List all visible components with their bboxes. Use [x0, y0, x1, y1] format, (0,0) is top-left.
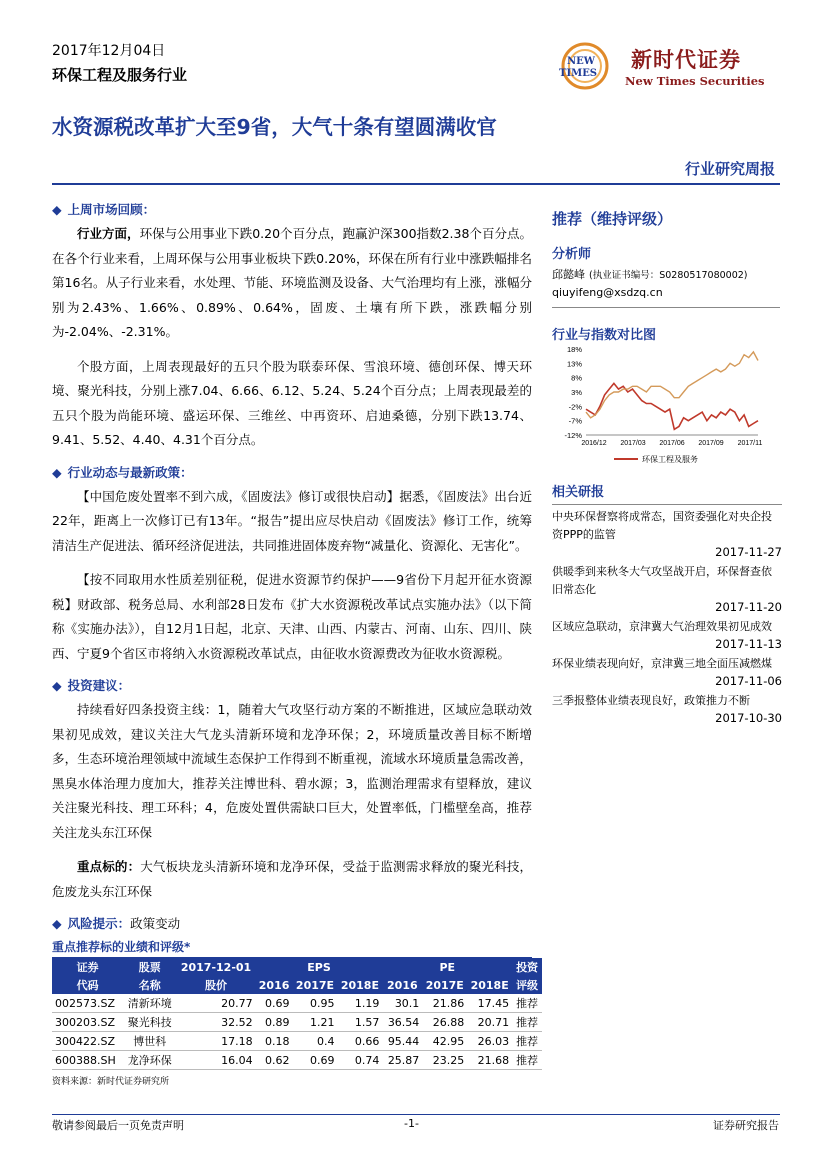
legend-label: 环保工程及服务: [642, 455, 698, 464]
sidebar: [552, 208, 782, 726]
table-title: 重点推荐标的业绩和评级*: [52, 938, 532, 958]
x-tick-label: 2017/06: [659, 440, 685, 447]
table-row: 600388.SH 龙净环保 16.04 0.62 0.69 0.74 25.87 23.25 21.68 推荐: [52, 1051, 542, 1070]
y-tick-label: 8%: [571, 373, 582, 383]
related-report-date: 2017-10-30: [715, 711, 782, 725]
comparison-chart: [552, 343, 780, 467]
footer-divider: [52, 1114, 780, 1115]
svg-text:NEW: NEW: [567, 56, 595, 67]
recommendation-table: 证券 股票 2017-12-01 EPS PE 投资 代码 名称 股价 2016 2017E 2018E 2016 2017E 2018E 评级 002573.SZ 清新环境 20.77 0.69 0.95 1.19 30.1 21.86 17.45 推荐 300203.SZ 聚光科技 32.52 0.89 1.21 1.57 36.54 26.88 20.71 推荐 300422.SZ 博世科 17.18 0.18 0.4 0.66 95.44 42.95 26.03 推荐 600388.SH 龙净环保 16.04 0.62 0.69 0.74 25.87 23.25 21.68 推荐: [52, 958, 542, 1070]
related-list: [552, 508, 782, 726]
related-report[interactable]: [552, 618, 782, 652]
industry-label: 环保工程及服务行业: [52, 66, 188, 84]
analyst-name: 邱懿峰 (执业证书编号：S0280517080002): [552, 268, 748, 281]
analyst-email[interactable]: qiuyifeng@xsdzq.cn: [552, 286, 663, 299]
x-tick-label: 2017/11: [737, 440, 763, 447]
diamond-icon: ◆: [52, 916, 62, 931]
series-line: [586, 383, 758, 429]
table-row: 300422.SZ 博世科 17.18 0.18 0.4 0.66 95.44 42.95 26.03 推荐: [52, 1032, 542, 1051]
report-date: 2017年12月04日: [52, 43, 166, 59]
related-report-date: 2017-11-27: [715, 545, 782, 559]
related-report-title[interactable]: 环保业绩表现向好，京津冀三地全面压减燃煤: [552, 657, 772, 670]
y-tick-label: -12%: [564, 431, 582, 440]
related-report-title[interactable]: 区域应急联动，京津冀大气治理效果初见成效: [552, 620, 772, 633]
x-tick-label: 2016/12: [581, 440, 607, 447]
market-stock-paragraph: 个股方面，上周表现最好的五只个股为联泰环保、雪浪环境、德创环保、博天环境、聚光科技，分别上涨7.04、6.66、6.12、5.24、5.24个百分点；上周表现最差的五只个股为尚能环境、盛运环保、三维丝、中再资环、启迪桑德，分别下跌13.74、9.41、5.52、4.40、4.31个百分点。: [52, 358, 532, 447]
section-heading-risk: ◆ 风险提示：政策变动: [52, 916, 181, 931]
market-industry-paragraph: 行业方面，环保与公用事业下跌0.20个百分点，跑赢沪深300指数2.38个百分点。在各个行业来看，上周环保与公用事业板块下跌0.20%，环保在所有行业中涨跌幅排名第16名。从子行业来看，水处理、节能、环境监测及设备、大气治理均有上涨，涨幅分别为2.43%、1.66%、0.89%、0.64%，固废、土壤有所下跌，涨跌幅分别为-2.04%、-2.31%。: [52, 226, 532, 339]
related-report-title[interactable]: 中央环保督察将成常态，国资委强化对央企投资PPP的监管: [552, 510, 772, 541]
analyst-heading: 分析师: [552, 247, 592, 262]
diamond-icon: ◆: [52, 678, 62, 693]
logo-text-cn: 新时代证券: [631, 47, 741, 72]
header-divider: [52, 183, 780, 185]
rating-label: 推荐（维持评级）: [552, 210, 673, 228]
logo-mark-icon: [553, 40, 623, 92]
related-report-title[interactable]: 供暖季到来秋冬大气攻坚战开启，环保督查依旧常态化: [552, 565, 772, 596]
related-report-date: 2017-11-06: [715, 674, 782, 688]
key-targets-paragraph: 重点标的：大气板块龙头清新环境和龙净环保，受益于监测需求释放的聚光科技，危废龙头东江环保: [52, 859, 532, 899]
related-report[interactable]: [552, 563, 782, 615]
logo: [553, 40, 783, 92]
related-report[interactable]: [552, 692, 782, 726]
logo-text-en: New Times Securities: [625, 74, 765, 88]
y-tick-label: 3%: [571, 388, 582, 397]
related-report-date: 2017-11-13: [715, 637, 782, 651]
chart-title: 行业与指数对比图: [552, 328, 657, 343]
section-heading-advice: ◆ 投资建议：: [52, 678, 131, 693]
y-tick-label: -2%: [568, 402, 582, 412]
y-tick-label: -7%: [568, 416, 582, 426]
policy-paragraph-1: 【中国危废处置率不到六成，《固废法》修订或很快启动】据悉，《固废法》出台近22年，距离上一次修订已有13年。“报告”提出应尽快启动《固废法》修订工作，统筹清洁生产促进法、循环经济促进法，共同推进固体废弃物“减量化、资源化、无害化”。: [52, 488, 532, 553]
x-tick-label: 2017/09: [698, 440, 724, 447]
page-title: 水资源税改革扩大至9省，大气十条有望圆满收官: [52, 115, 497, 139]
related-report-date: 2017-11-20: [715, 600, 782, 614]
diamond-icon: ◆: [52, 202, 62, 217]
footer-disclaimer: 敬请参阅最后一页免责声明: [52, 1119, 184, 1132]
svg-text:TIMES: TIMES: [559, 68, 598, 79]
x-tick-label: 2017/03: [620, 440, 646, 447]
y-tick-label: 13%: [566, 359, 582, 369]
advice-paragraph: 持续看好四条投资主线：1，随着大气攻坚行动方案的不断推进，区域应急联动效果初见成效，建议关注大气龙头清新环境和龙净环保；2，环境质量改善目标不断增多，生态环境治理领域中流域生态保护工作得到不断重视，流域水环境质量急需改善，黑臭水体治理力度加大，推荐关注博世科、碧水源；3，监测治理需求有望释放，建议关注聚光科技、理工环科；4，危废处置供需缺口巨大，处置率低，门槛壁垒高，推荐关注龙头东江环保: [52, 702, 532, 840]
main-column: [52, 200, 539, 1087]
related-heading: 相关研报: [552, 481, 782, 505]
table-row: 300203.SZ 聚光科技 32.52 0.89 1.21 1.57 36.54 26.88 20.71 推荐: [52, 1013, 542, 1032]
diamond-icon: ◆: [52, 464, 62, 480]
footer-report-type: 证券研究报告: [713, 1119, 779, 1132]
report-type: 行业研究周报: [684, 160, 775, 178]
related-report[interactable]: [552, 655, 782, 689]
table-row: 002573.SZ 清新环境 20.77 0.69 0.95 1.19 30.1 21.86 17.45 推荐: [52, 994, 542, 1013]
page-number: -1-: [404, 1117, 419, 1130]
table-source: 资料来源：新时代证券研究所: [52, 1077, 170, 1087]
policy-paragraph-2: 【按不同取用水性质差别征税，促进水资源节约保护——9省份下月起开征水资源税】财政部、税务总局、水利部28日发布《扩大水资源税改革试点实施办法》（以下简称《实施办法》），自12月1日起，北京、天津、山西、内蒙古、河南、山东、四川、陕西、宁夏9个省区市将纳入水资源税改革试点，由征收水资源费改为征收水资源税。: [52, 572, 532, 661]
y-tick-label: 18%: [566, 345, 582, 354]
chart-divider: [552, 307, 780, 308]
related-report-title[interactable]: 三季报整体业绩表现良好，政策推力不断: [552, 694, 750, 707]
section-heading-market: ◆ 上周市场回顾：: [52, 202, 156, 217]
related-report[interactable]: [552, 508, 782, 560]
section-heading-policy: ◆ 行业动态与最新政策：: [52, 464, 193, 480]
